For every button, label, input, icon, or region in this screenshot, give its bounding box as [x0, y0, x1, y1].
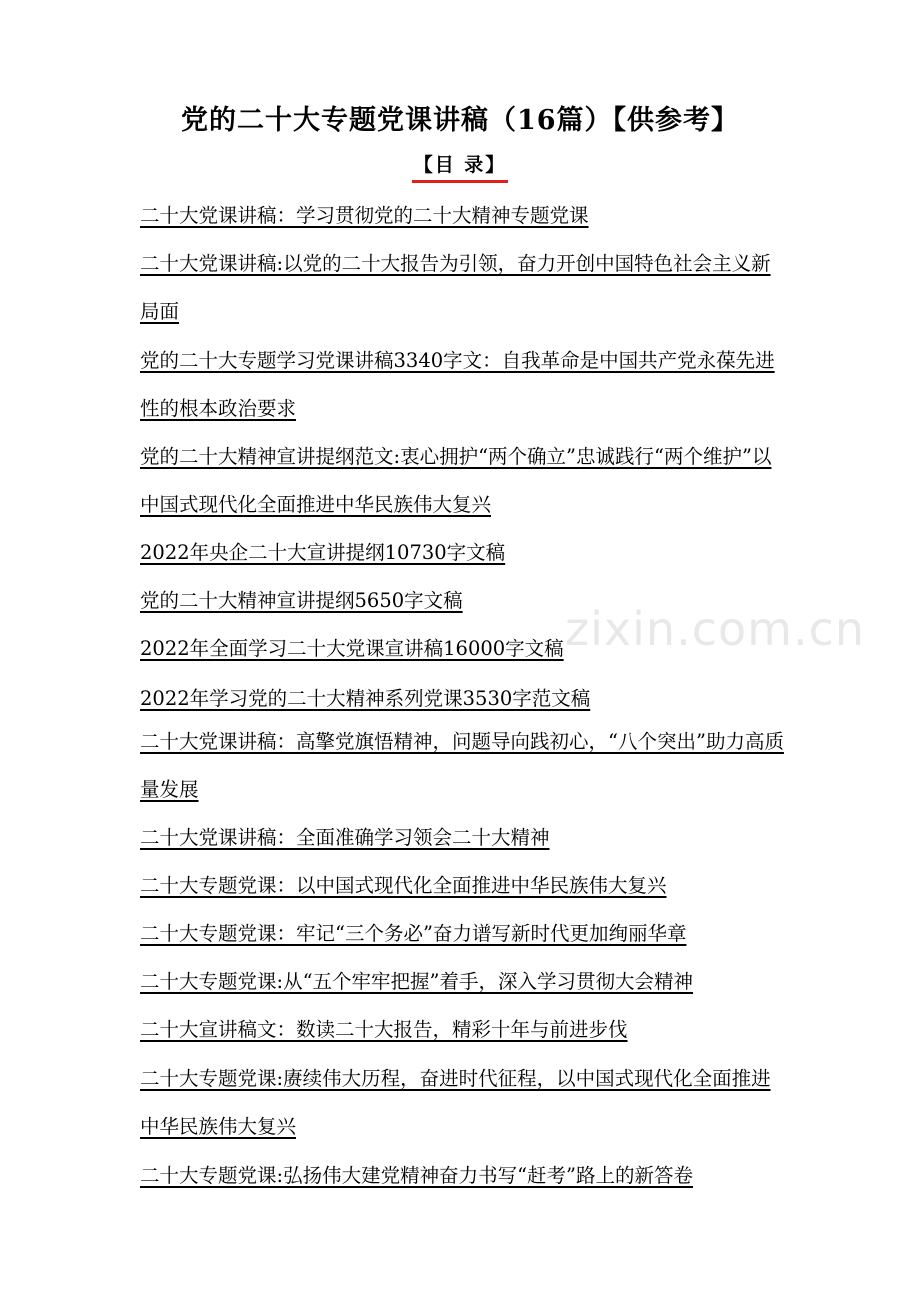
toc-item-6[interactable]: 党的二十大精神宣讲提纲5650字文稿 — [140, 589, 463, 612]
toc-item-4[interactable]: 党的二十大精神宣讲提纲范文:衷心拥护“两个确立”忠诚践行“两个维护”以中国式现代化全面推进中华民族伟大复兴 — [140, 445, 772, 516]
toc-item-7[interactable]: 2022年全面学习二十大党课宣讲稿16000字文稿 — [140, 637, 564, 660]
toc-item-11[interactable]: 二十大专题党课：以中国式现代化全面推进中华民族伟大复兴 — [140, 874, 667, 897]
toc-item-13[interactable]: 二十大专题党课:从“五个牢牢把握”着手，深入学习贯彻大会精神 — [140, 970, 694, 993]
toc-heading — [0, 150, 920, 183]
document-title: 党的二十大专题党课讲稿（16篇）【供参考】 — [180, 105, 740, 136]
toc-heading-text: 【目 录】 — [412, 150, 509, 183]
toc-item-1[interactable]: 二十大党课讲稿：学习贯彻党的二十大精神专题党课 — [140, 204, 589, 227]
toc-item-8[interactable]: 2022年学习党的二十大精神系列党课3530字范文稿 — [140, 687, 591, 710]
watermark: zixin.com.cn — [565, 602, 866, 656]
toc-item-2[interactable]: 二十大党课讲稿:以党的二十大报告为引领，奋力开创中国特色社会主义新局面 — [140, 252, 771, 323]
toc-item-14[interactable]: 二十大宣讲稿文：数读二十大报告，精彩十年与前进步伐 — [140, 1018, 628, 1041]
toc-item-9[interactable]: 二十大党课讲稿：高擎党旗悟精神，问题导向践初心，“八个突出”助力高质量发展 — [140, 730, 784, 801]
toc-item-12[interactable]: 二十大专题党课：牢记“三个务必”奋力谱写新时代更加绚丽华章 — [140, 922, 687, 945]
toc-item-16[interactable]: 二十大专题党课:弘扬伟大建党精神奋力书写“赶考”路上的新答卷 — [140, 1164, 694, 1187]
toc-item-10[interactable]: 二十大党课讲稿：全面准确学习领会二十大精神 — [140, 826, 550, 849]
toc-item-15[interactable]: 二十大专题党课:赓续伟大历程，奋进时代征程，以中国式现代化全面推进中华民族伟大复兴 — [140, 1067, 771, 1138]
toc-item-3[interactable]: 党的二十大专题学习党课讲稿3340字文：自我革命是中国共产党永葆先进性的根本政治要求 — [140, 349, 775, 420]
toc-item-5[interactable]: 2022年央企二十大宣讲提纲10730字文稿 — [140, 541, 506, 564]
